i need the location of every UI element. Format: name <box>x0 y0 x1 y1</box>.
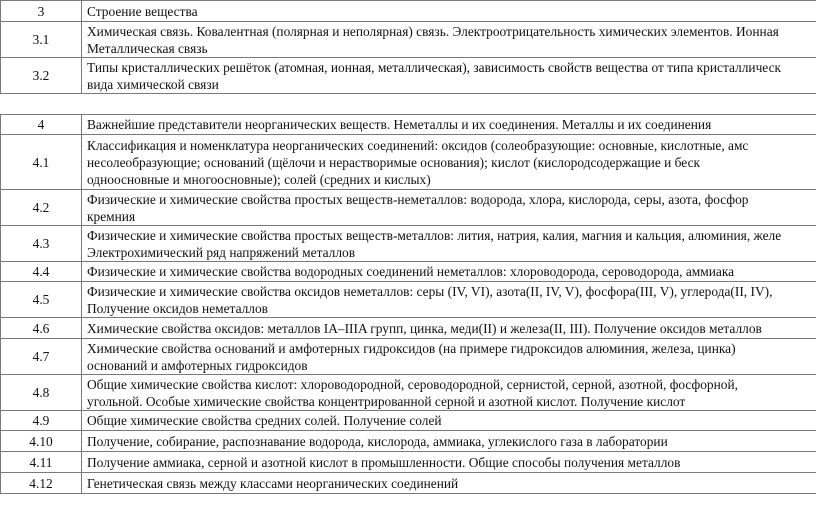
table-row <box>1 375 816 411</box>
row-number: 4.6 <box>1 318 82 339</box>
row-number: 3.1 <box>1 22 82 58</box>
topic-line: Физические и химические свойства простых веществ-металлов: лития, натрия, калия, магния и кальция, алюминия, желе <box>87 227 782 243</box>
row-topic <box>82 190 816 226</box>
topic-line: Типы кристаллических решёток (атомная, ионная, металлическая), зависимость свойств вещества от типа кристаллическ <box>87 59 782 75</box>
row-number: 4.10 <box>1 431 82 452</box>
row-topic <box>82 226 816 262</box>
row-topic <box>82 339 816 375</box>
topic-line: Классификация и номенклатура неорганических соединений: оксидов (солеобразующие: основные, кислотные, амс <box>87 137 749 153</box>
table-body <box>1 1 816 494</box>
table-row <box>1 411 816 431</box>
row-number: 4.3 <box>1 226 82 262</box>
row-number: 3 <box>1 1 82 22</box>
row-number: 4.2 <box>1 190 82 226</box>
row-topic <box>82 1 816 22</box>
section-gap <box>1 94 816 115</box>
topic-line: вида химической связи <box>87 76 219 92</box>
row-topic <box>82 58 816 94</box>
topic-line: угольной. Особые химические свойства концентрированной серной и азотной кислот. Получение кислот <box>87 393 686 409</box>
topic-line: несолеобразующие; оснований (щёлочи и нерастворимые основания); кислот (кислородсодержащие и беск <box>87 154 701 170</box>
row-topic <box>82 262 816 282</box>
topic-line: Химические свойства оксидов: металлов IA–IIIA групп, цинка, меди(II) и железа(II, III). Получение оксидов металлов <box>87 320 762 336</box>
table-row <box>1 339 816 375</box>
table-row <box>1 282 816 318</box>
table-row <box>1 262 816 282</box>
table-row <box>1 452 816 473</box>
table-row <box>1 190 816 226</box>
row-number: 4.8 <box>1 375 82 411</box>
topic-line: Общие химические свойства кислот: хлороводородной, сероводородной, сернистой, серной, азотной, фосфорной, <box>87 376 738 392</box>
topic-line: Получение, собирание, распознавание водорода, кислорода, аммиака, углекислого газа в лаборатории <box>87 433 668 449</box>
row-number: 4 <box>1 115 82 135</box>
table-row <box>1 115 816 135</box>
table-row <box>1 318 816 339</box>
row-topic <box>82 282 816 318</box>
row-number: 4.1 <box>1 135 82 190</box>
row-number: 3.2 <box>1 58 82 94</box>
topic-line: Химические свойства оснований и амфотерных гидроксидов (на примере гидроксидов алюминия, железа, цинка) <box>87 340 736 356</box>
row-topic <box>82 431 816 452</box>
row-number: 4.11 <box>1 452 82 473</box>
row-topic <box>82 375 816 411</box>
row-number: 4.4 <box>1 262 82 282</box>
row-number: 4.7 <box>1 339 82 375</box>
table-row <box>1 226 816 262</box>
table-row <box>1 431 816 452</box>
topic-line: кремния <box>87 208 136 224</box>
row-topic <box>82 22 816 58</box>
row-number: 4.12 <box>1 473 82 494</box>
topic-line: Получение аммиака, серной и азотной кислот в промышленности. Общие способы получения металлов <box>87 454 681 470</box>
topic-line: Получение оксидов неметаллов <box>87 300 269 316</box>
row-topic <box>82 318 816 339</box>
table-row <box>1 135 816 190</box>
topic-line: одноосновные и многоосновные); солей (средних и кислых) <box>87 171 431 187</box>
row-topic <box>82 411 816 431</box>
topic-line: Физические и химические свойства водородных соединений неметаллов: хлороводорода, сероводорода, аммиака <box>87 264 735 279</box>
topic-line: Физические и химические свойства оксидов неметаллов: серы (IV, VI), азота(II, IV, V), фосфора(III, V), углерода(II, IV), <box>87 283 773 299</box>
topic-line: Металлическая связь <box>87 40 208 56</box>
topic-line: Химическая связь. Ковалентная (полярная и неполярная) связь. Электроотрицательность химических элементов. Ионная <box>87 23 779 39</box>
row-topic <box>82 452 816 473</box>
topic-line: Важнейшие представители неорганических веществ. Неметаллы и их соединения. Металлы и их соединения <box>87 117 712 132</box>
row-number: 4.5 <box>1 282 82 318</box>
topic-line: Общие химические свойства средних солей. Получение солей <box>87 413 442 428</box>
topic-line: Физические и химические свойства простых веществ-неметаллов: водорода, хлора, кислорода, серы, азота, фосфор <box>87 191 749 207</box>
row-topic <box>82 473 816 494</box>
row-topic <box>82 135 816 190</box>
row-number: 4.9 <box>1 411 82 431</box>
row-topic <box>82 115 816 135</box>
topic-line: Строение вещества <box>87 3 198 19</box>
table-row <box>1 1 816 22</box>
table-row <box>1 58 816 94</box>
table-row <box>1 22 816 58</box>
topic-line: оснований и амфотерных гидроксидов <box>87 357 308 373</box>
topic-line: Электрохимический ряд напряжений металлов <box>87 244 356 260</box>
table-row <box>1 473 816 494</box>
topic-line: Генетическая связь между классами неорганических соединений <box>87 475 459 491</box>
